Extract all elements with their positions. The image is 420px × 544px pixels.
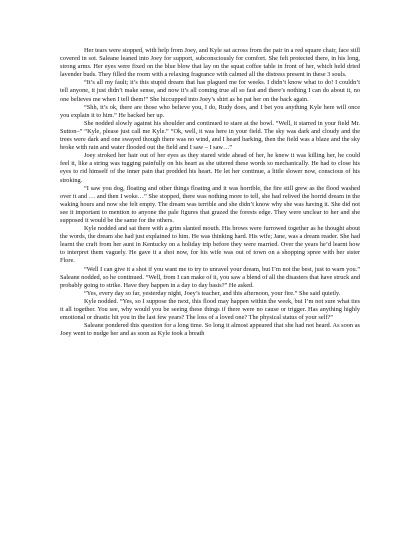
- paragraph: Her tears were stopped, with help from Joey, and Kyle sat across from the pair in a red square chair, face still covered in sot. Saleane leaned into Joey for support, subconsciously for comfort. She felt protected there, in his long, strong arms. Her eyes were fixed on the blue blow that lay on the squat coffee table in front of her, which held dried lavender buds. They filled the room with a relaxing fragrance with calmed all the distress present in these 3 souls.: [60, 47, 360, 79]
- paragraph: Joey stroked her hair out of her eyes as they stared wide ahead of her, he knew it was killing her, he could feel it, like a string was tugging painfully on his heart as she uttered these words so mechanically. He had to close his eyes to rid himself of the inner pain that prodded his heart. He let her continue, a little slower now, conscious of his stroking.: [60, 152, 360, 184]
- document-page: [60, 47, 360, 338]
- paragraph: Kyle nodded and sat there with a grim slanted mouth. His brows were furrowed together as he thought about the words, the dream she had just explained to him. He was thinking hard. His wife; Jane, was a dream reader. She had learnt the craft from her aunt in Kentucky on a holiday trip before they were married. Over the years he’d learnt how to interpret them vaguely. He gave it a shot now, for his wife was out of town on a shopping spree with her sister Flore.: [60, 225, 360, 265]
- paragraph: Saleane pondered this question for a long time. So long it almost appeared that she had not heard. As soon as Joey went to nudge her and as soon as Kyle took a breath: [60, 322, 360, 338]
- paragraph: She nodded slowly against his shoulder and continued to stare at the bowl. “Well, it starred in your field Mr. Sutton–” “Kyle, please just call me Kyle.” “Ok, well, it was here in your field. The sky was dark and cloudy and the trees were dark and one swayed though there was no wind, and I heard barking, then the field was a blaze and the sky broke with rain and water flooded out the field and I saw – I saw…”: [60, 119, 360, 152]
- paragraph: “Shh, it’s ok, there are those who believe you, I do, Rudy does, and I bet you anything Kyle here will once you explain it to him.” He backed her up.: [60, 103, 360, 119]
- paragraph: Kyle nodded. “Yes, so I suppose the next, this flood may happen within the week, but I’m not sure what ties it all together. You see, why would you be seeing these things if there were no cause or trigger. Has anything highly emotional or drastic hit you in the last few years? The loss of a loved one? The physical status of your self?”: [60, 297, 360, 322]
- paragraph: “I saw you dog, floating and other things floating and it was horrible, the fire still grew as the flood washed over it and … and then I woke…” She stopped, there was nothing more to tell, she had relived the horrid dream in the waking hours and now she felt empty. The dream was terrible and she didn’t know why she was having it. She did not see it important to mention to anyone the pale figures that grazed the forests edge. They were unclear to her and she supposed it would be the same for the others.: [60, 184, 360, 224]
- paragraph: “It’s all my fault; it’s this stupid dream that has plagued me for weeks. I didn’t know what to do! I couldn’t tell anyone, it just didn’t make sense, and now it’s all coming true all so fast and there’s nothing I can do about it, no one believes me when I tell them!” She hiccupped into Joey’s shirt as he pat her on the back again.: [60, 79, 360, 103]
- paragraph: “Yes, every day so far, yesterday night, Joey’s teacher, and this afternoon, your fire.” She said quietly.: [84, 289, 341, 297]
- paragraph: “Well I can give it a shot if you want me to try to unravel your dream, but I’m not the best, just to warn you.” Saleane nodded, so he continued. “Well, from I can make of it, you saw a blend of all the disasters that have struck and probably going to strike. Have they happen in a day to day basis?” He asked.: [60, 265, 360, 289]
